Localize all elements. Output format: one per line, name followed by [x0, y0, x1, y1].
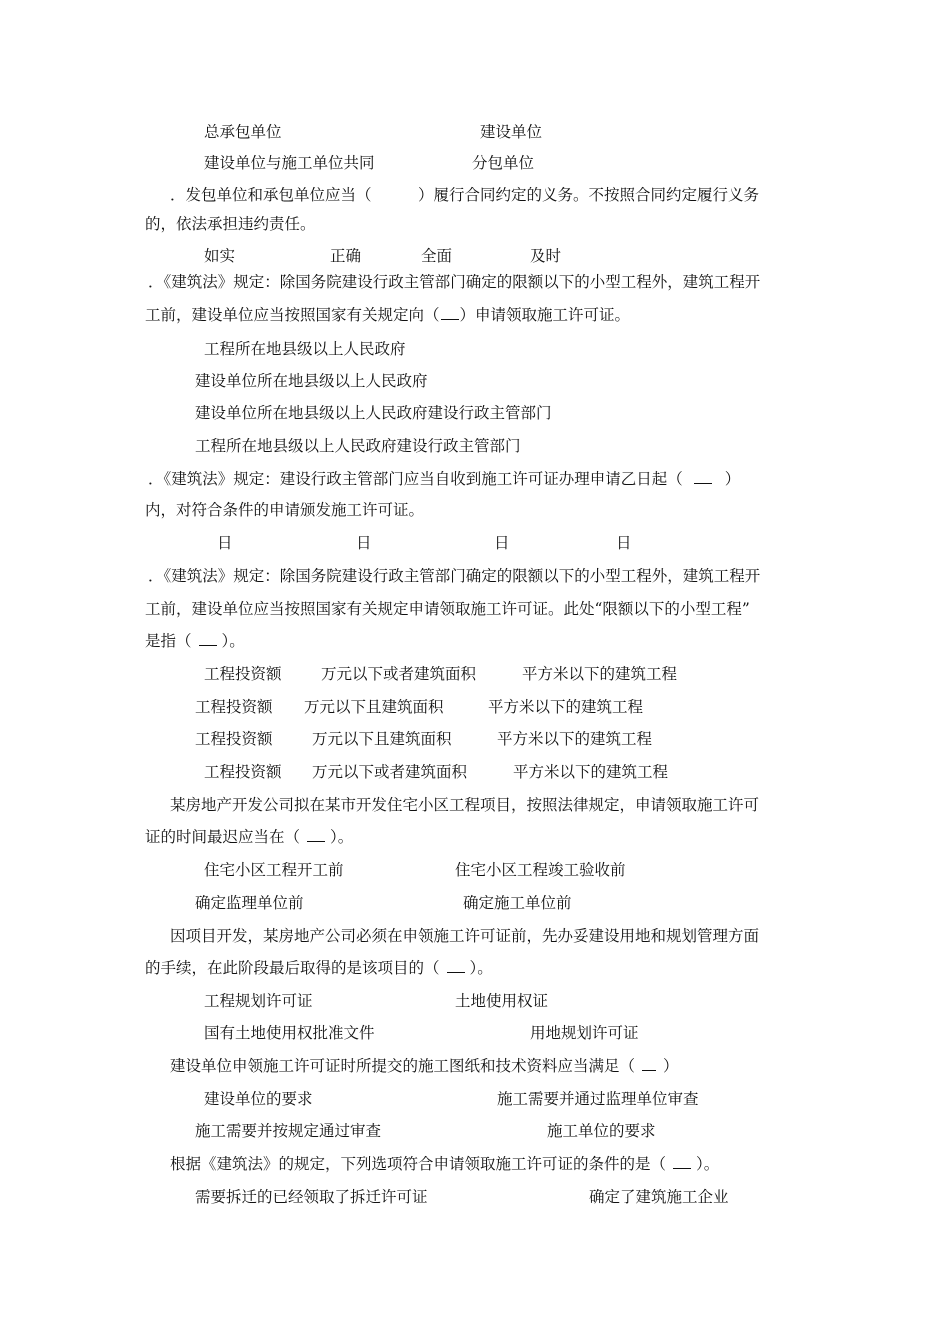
- option-d-part3: 平方米以下的建筑工程: [513, 763, 669, 781]
- question-text: ．发包单位和承包单位应当（ ）履行合同约定的义务。不按照合同约定履行义务: [170, 186, 760, 204]
- option-c: 建设单位所在地县级以上人民政府建设行政主管部门: [195, 404, 552, 422]
- option-b: 住宅小区工程竣工验收前: [455, 861, 626, 879]
- option-c: 全面: [421, 247, 453, 265]
- option-c-part3: 平方米以下的建筑工程: [497, 730, 653, 748]
- option-d: 确定施工单位前: [463, 894, 572, 912]
- option-a: 工程规划许可证: [204, 992, 313, 1010]
- option-d: 及时: [530, 247, 562, 265]
- question-text: 根据《建筑法》的规定，下列选项符合申请领取施工许可证的条件的是（ ）。: [170, 1155, 720, 1173]
- option-c: 施工需要并按规定通过审查: [195, 1122, 382, 1140]
- option-b: 建设单位所在地县级以上人民政府: [195, 372, 428, 390]
- answer-blank: [673, 1156, 691, 1169]
- option-a-part2: 万元以下或者建筑面积: [321, 665, 477, 683]
- option-c: 确定监理单位前: [195, 894, 304, 912]
- question-text: ．《建筑法》规定：除国务院建设行政主管部门确定的限额以下的小型工程外，建筑工程开: [148, 567, 761, 585]
- question-text: ．《建筑法》规定：建设行政主管部门应当自收到施工许可证办理申请乙日起（ ）: [148, 470, 741, 488]
- option-d: 分包单位: [472, 154, 535, 172]
- question-text: 的手续，在此阶段最后取得的是该项目的（ ）。: [145, 959, 493, 977]
- option-d: 日: [616, 534, 632, 552]
- option-b: 正确: [330, 247, 362, 265]
- question-text: ．《建筑法》规定：除国务院建设行政主管部门确定的限额以下的小型工程外，建筑工程开: [148, 273, 761, 291]
- question-text: 内，对符合条件的申请颁发施工许可证。: [145, 501, 425, 519]
- option-a-part1: 工程投资额: [204, 665, 282, 683]
- option-b: 确定了建筑施工企业: [589, 1188, 729, 1206]
- question-text: 某房地产开发公司拟在某市开发住宅小区工程项目，按照法律规定，申请领取施工许可: [170, 796, 760, 814]
- question-text: 证的时间最迟应当在（ ）。: [145, 828, 354, 846]
- option-c: 国有土地使用权批准文件: [204, 1024, 375, 1042]
- option-c: 日: [494, 534, 510, 552]
- option-a: 工程所在地县级以上人民政府: [204, 340, 406, 358]
- option-c-part2: 万元以下且建筑面积: [312, 730, 452, 748]
- option-b: 建设单位: [480, 123, 543, 141]
- option-b: 日: [356, 534, 372, 552]
- question-text: 因项目开发，某房地产公司必须在申领施工许可证前，先办妥建设用地和规划管理方面: [170, 927, 760, 945]
- option-a: 需要拆迁的已经领取了拆迁许可证: [195, 1188, 428, 1206]
- option-a: 建设单位的要求: [204, 1090, 313, 1108]
- answer-blank: [447, 960, 465, 973]
- answer-blank: [441, 307, 459, 320]
- answer-blank: [694, 471, 712, 484]
- option-a: 住宅小区工程开工前: [204, 861, 344, 879]
- option-d: 工程所在地县级以上人民政府建设行政主管部门: [195, 437, 521, 455]
- question-text: 建设单位申领施工许可证时所提交的施工图纸和技术资料应当满足（ ）: [170, 1057, 679, 1075]
- option-b-part1: 工程投资额: [195, 698, 273, 716]
- option-b: 土地使用权证: [455, 992, 549, 1010]
- option-b-part2: 万元以下且建筑面积: [304, 698, 444, 716]
- option-d-part2: 万元以下或者建筑面积: [312, 763, 468, 781]
- option-a: 日: [217, 534, 233, 552]
- option-a: 总承包单位: [204, 123, 282, 141]
- option-c: 建设单位与施工单位共同: [204, 154, 375, 172]
- option-a-part3: 平方米以下的建筑工程: [522, 665, 678, 683]
- option-b: 施工需要并通过监理单位审查: [497, 1090, 699, 1108]
- option-d-part1: 工程投资额: [204, 763, 282, 781]
- option-c-part1: 工程投资额: [195, 730, 273, 748]
- option-a: 如实: [204, 247, 236, 265]
- option-d: 施工单位的要求: [547, 1122, 656, 1140]
- question-text: 工前，建设单位应当按照国家有关规定向（ ）申请领取施工许可证。: [145, 306, 631, 324]
- option-d: 用地规划许可证: [530, 1024, 639, 1042]
- question-text: 的，依法承担违约责任。: [145, 215, 316, 233]
- answer-blank: [199, 633, 217, 646]
- option-b-part3: 平方米以下的建筑工程: [488, 698, 644, 716]
- question-text: 是指（ ）。: [145, 632, 245, 650]
- question-text: 工前，建设单位应当按照国家有关规定申请领取施工许可证。此处“限额以下的小型工程”: [145, 600, 750, 618]
- answer-blank: [307, 829, 325, 842]
- answer-blank: [642, 1058, 656, 1071]
